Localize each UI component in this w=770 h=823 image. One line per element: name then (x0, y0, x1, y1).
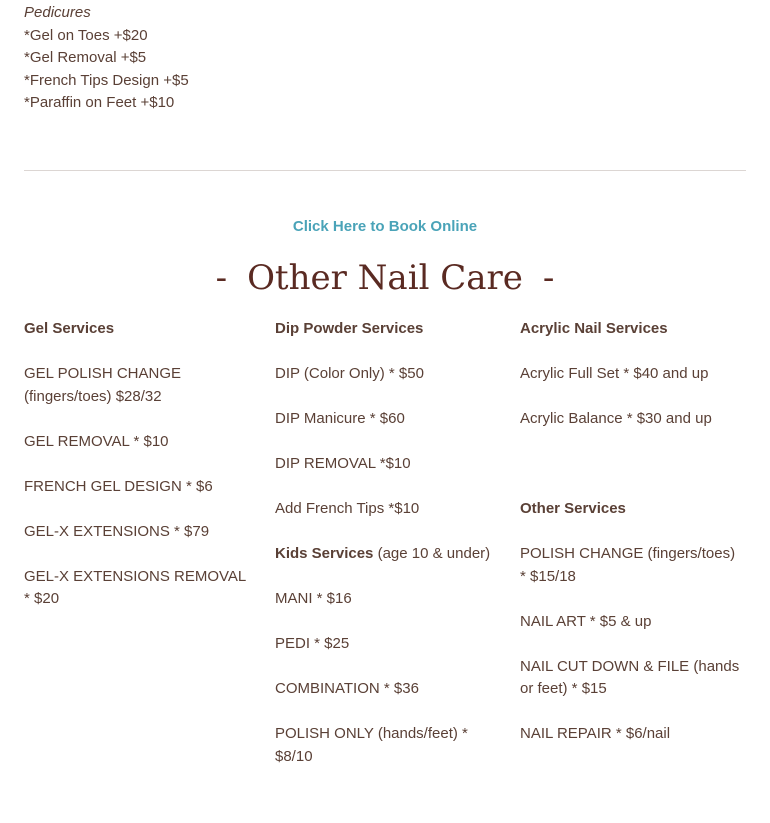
service-item: Acrylic Balance * $30 and up (520, 410, 712, 427)
service-item: GEL-X EXTENSIONS * $79 (24, 522, 210, 540)
service-item: FRENCH GEL DESIGN * $6 (24, 477, 213, 495)
pedicure-addon-item: *Gel on Toes +$20 (24, 26, 148, 44)
acrylic-services-heading: Acrylic Nail Services (520, 320, 668, 337)
pedicures-title: Pedicures (24, 4, 91, 21)
service-item: Acrylic Full Set * $40 and up (520, 365, 709, 382)
service-item: NAIL ART * $5 & up (520, 612, 652, 630)
pedicure-addon-item: *French Tips Design +$5 (24, 71, 189, 89)
pedicure-addons (24, 2, 189, 115)
dip-services-column (275, 318, 500, 791)
service-item: COMBINATION * $36 (275, 680, 419, 697)
spacer (520, 453, 745, 476)
service-item: Add French Tips *$10 (275, 500, 420, 517)
service-item: NAIL REPAIR * $6/nail (520, 725, 671, 742)
book-online-container (0, 218, 770, 235)
service-item: GEL-X EXTENSIONS REMOVAL * $20 (24, 567, 246, 607)
service-item: NAIL CUT DOWN & FILE (hands or feet) * $15 (520, 657, 740, 697)
service-item: GEL POLISH CHANGE (fingers/toes) $28/32 (24, 365, 181, 405)
acrylic-other-column (520, 318, 745, 768)
pedicure-addon-item: *Gel Removal +$5 (24, 49, 147, 66)
gel-services-column (24, 318, 249, 633)
service-item: POLISH CHANGE (fingers/toes) * $15/18 (520, 545, 736, 585)
service-item: DIP Manicure * $60 (275, 410, 405, 427)
heading-dash-right: - (542, 258, 555, 298)
service-item: DIP REMOVAL *$10 (275, 455, 411, 472)
pedicure-addon-item: *Paraffin on Feet +$10 (24, 94, 175, 111)
service-item: GEL REMOVAL * $10 (24, 432, 169, 450)
section-title: Other Nail Care (247, 258, 523, 298)
gel-services-heading: Gel Services (24, 320, 115, 337)
section-heading (0, 256, 770, 300)
heading-dash-left: - (215, 258, 228, 298)
service-item: PEDI * $25 (275, 635, 350, 652)
service-item: MANI * $16 (275, 590, 352, 607)
section-divider (24, 170, 746, 171)
kids-services-heading (275, 543, 500, 566)
service-item: POLISH ONLY (hands/feet) * $8/10 (275, 725, 468, 765)
dip-services-heading: Dip Powder Services (275, 320, 424, 337)
book-online-link[interactable]: Click Here to Book Online (292, 218, 478, 235)
kids-services-title: Kids Services (275, 545, 374, 562)
other-services-heading: Other Services (520, 500, 626, 517)
service-item: DIP (Color Only) * $50 (275, 365, 424, 382)
kids-age-note: (age 10 & under) (373, 545, 491, 562)
